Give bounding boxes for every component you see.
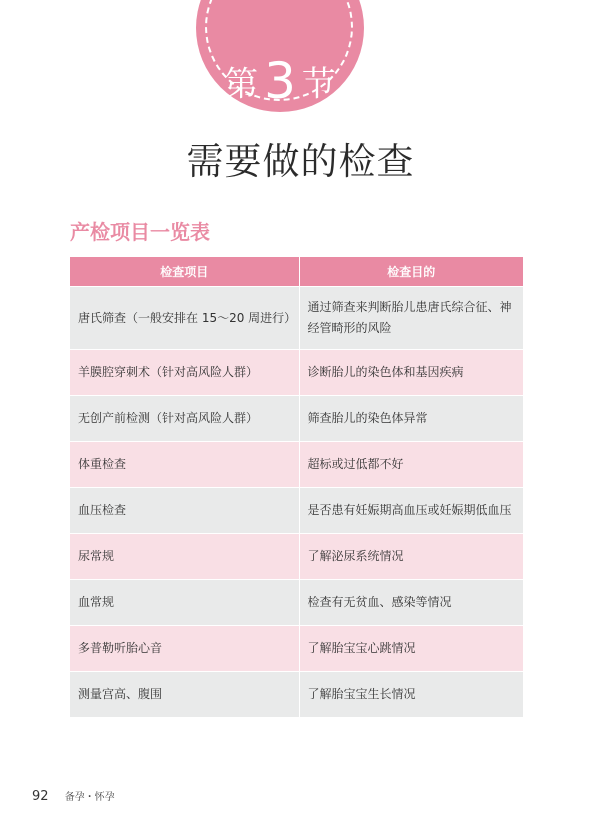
exam-item-cell: 尿常规: [70, 534, 299, 580]
section-number: 3: [264, 52, 296, 110]
exam-purpose-cell: 了解泌尿系统情况: [299, 534, 523, 580]
table-row: [70, 396, 523, 442]
header-exam-item: 检查项目: [70, 257, 299, 287]
table-header-row: [70, 257, 523, 287]
exam-purpose-cell: 超标或过低都不好: [299, 442, 523, 488]
table-row: [70, 350, 523, 396]
exam-item-cell: 多普勒听胎心音: [70, 626, 299, 672]
exam-purpose-cell: 诊断胎儿的染色体和基因疾病: [299, 350, 523, 396]
table-row: [70, 534, 523, 580]
page-footer: [32, 788, 115, 804]
book-title: 备孕・怀孕: [64, 792, 115, 803]
exam-item-cell: 体重检查: [70, 442, 299, 488]
exam-item-cell: 羊膜腔穿刺术（针对高风险人群）: [70, 350, 299, 396]
table-row: [70, 442, 523, 488]
exam-purpose-cell: 筛查胎儿的染色体异常: [299, 396, 523, 442]
exam-item-cell: 血常规: [70, 580, 299, 626]
exam-purpose-cell: 了解胎宝宝生长情况: [299, 672, 523, 718]
section-suffix: 节: [301, 64, 336, 105]
exam-purpose-cell: 通过筛查来判断胎儿患唐氏综合征、神经管畸形的风险: [299, 287, 523, 350]
page-number: 92: [32, 789, 49, 804]
section-prefix: 第: [224, 64, 259, 105]
exam-table: [70, 257, 523, 717]
table-row: [70, 580, 523, 626]
exam-item-cell: 无创产前检测（针对高风险人群）: [70, 396, 299, 442]
exam-item-cell: 血压检查: [70, 488, 299, 534]
table-row: [70, 287, 523, 350]
section-label: [196, 52, 364, 110]
exam-item-cell: 唐氏筛查（一般安排在 15～20 周进行）: [70, 287, 299, 350]
exam-purpose-cell: 了解胎宝宝心跳情况: [299, 626, 523, 672]
page-title: 需要做的检查: [186, 140, 415, 183]
exam-item-cell: 测量宫高、腹围: [70, 672, 299, 718]
table-row: [70, 626, 523, 672]
header-exam-purpose: 检查目的: [299, 257, 523, 287]
table-row: [70, 488, 523, 534]
exam-purpose-cell: 是否患有妊娠期高血压或妊娠期低血压: [299, 488, 523, 534]
exam-purpose-cell: 检查有无贫血、感染等情况: [299, 580, 523, 626]
table-row: [70, 672, 523, 718]
table-subtitle: 产检项目一览表: [70, 220, 210, 244]
